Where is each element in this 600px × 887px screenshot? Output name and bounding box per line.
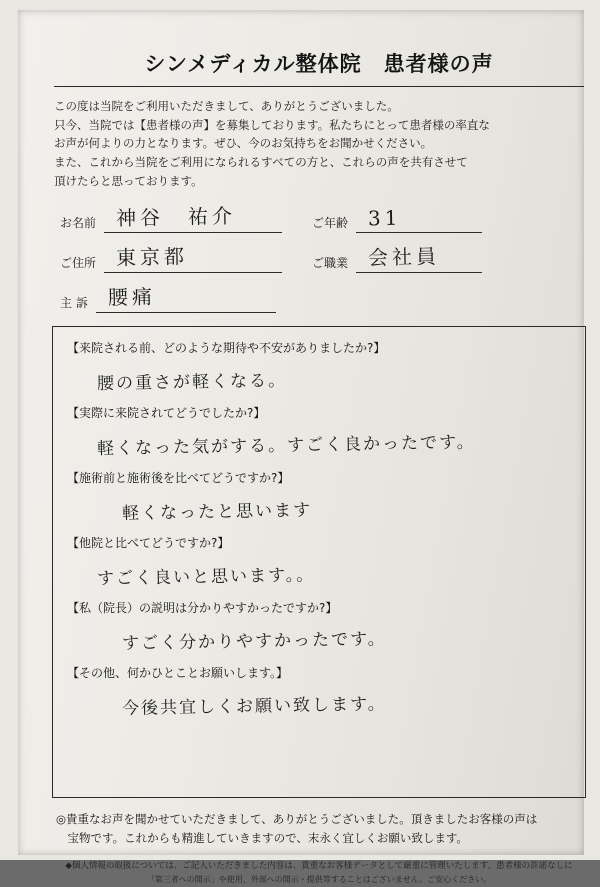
field-job-value: 会社員 — [367, 244, 441, 270]
intro-line: 頂けたらと思っております。 — [54, 173, 203, 188]
question-gap — [67, 457, 571, 469]
field-label-job: ご職業 — [312, 256, 349, 271]
profile-row-complaint — [60, 286, 580, 313]
field-label-name: お名前 — [60, 216, 97, 231]
question-item-3 — [67, 469, 571, 525]
intro-line: お声が何よりの力となります。ぜひ、今のお気持ちをお聞かせください。 — [54, 136, 433, 151]
field-name-value: 神谷 祐介 — [115, 203, 237, 231]
intro-line: また、これから当院をご利用になられるすべての方と、これらの声を共有させて — [54, 154, 468, 169]
thanks-note — [52, 810, 586, 847]
question-gap — [67, 392, 571, 404]
paper-sheet — [18, 10, 584, 885]
question-answer-4: すごく良いと思います。。 — [96, 565, 316, 590]
question-item-6 — [67, 664, 571, 720]
intro-line: 只今、当院では【患者様の声】を募集しております。私たちにとって患者様の率直な — [54, 117, 490, 132]
field-name[interactable] — [104, 203, 282, 233]
question-label-5: 【私（院長）の説明は分かりやすかったですか?】 — [67, 601, 338, 616]
question-answer-1: 腰の重さが軽くなる。 — [96, 370, 288, 395]
question-answer-2: 軽くなった気がする。すごく良かったです。 — [96, 432, 476, 460]
question-answer-3: 軽くなったと思います — [121, 500, 313, 525]
privacy-note — [52, 859, 586, 887]
question-item-4 — [67, 534, 571, 590]
field-complaint-value: 腰痛 — [107, 284, 157, 310]
field-address[interactable] — [104, 246, 282, 273]
field-label-address: ご住所 — [60, 256, 97, 271]
field-job[interactable] — [356, 246, 482, 273]
page-title: シンメディカル整体院 患者様の声 — [144, 52, 494, 76]
question-label-2: 【実際に来院されてどうでしたか?】 — [67, 406, 266, 421]
field-address-value: 東京都 — [115, 244, 189, 270]
document-content — [52, 34, 586, 885]
title-divider — [54, 86, 584, 87]
question-gap — [67, 522, 571, 534]
field-age-value: 31 — [367, 205, 402, 231]
question-gap — [67, 587, 571, 599]
intro-paragraph — [54, 97, 584, 190]
thanks-line: ◎貴重なお声を聞かせていただきまして、ありがとうございました。頂きましたお客様の声は — [56, 812, 538, 827]
profile-fields — [60, 203, 580, 313]
question-answer-5: すごく分かりやすかったです。 — [121, 629, 387, 655]
field-complaint[interactable] — [96, 286, 276, 313]
field-label-complaint: 主 訴 — [60, 296, 88, 311]
question-label-3: 【施術前と施術後を比べてどうですか?】 — [67, 471, 290, 486]
profile-row-address-job — [60, 246, 580, 273]
field-label-age: ご年齢 — [312, 216, 349, 231]
question-item-2 — [67, 404, 571, 460]
question-label-6: 【その他、何かひとことお願いします。】 — [67, 666, 289, 681]
question-answer-6: 今後共宜しくお願い致します。 — [121, 694, 387, 720]
privacy-line: ◆個人情報の取扱については、ご記入いただきました内容は、貴重なお客様データとして厳重に管理いたします。患者様の許諾なしに — [65, 860, 573, 871]
profile-row-name-age — [60, 203, 580, 233]
thanks-line: 宝物です。これからも精進していきますので、末永く宜しくお願い致します。 — [56, 830, 468, 845]
question-label-4: 【他院と比べてどうですか?】 — [67, 536, 230, 551]
question-gap — [67, 652, 571, 664]
field-age[interactable] — [356, 206, 482, 233]
intro-line: この度は当院をご利用いただきまして、ありがとうございました。 — [54, 99, 399, 113]
question-item-5 — [67, 599, 571, 655]
privacy-line: 「第三者への開示」や使用、外部への開示・提供等することはございません。ご安心ください。 — [146, 875, 492, 885]
questionnaire-box — [52, 326, 586, 798]
question-label-1: 【来院される前、どのような期待や不安がありましたか?】 — [67, 341, 386, 356]
question-item-1 — [67, 339, 571, 395]
